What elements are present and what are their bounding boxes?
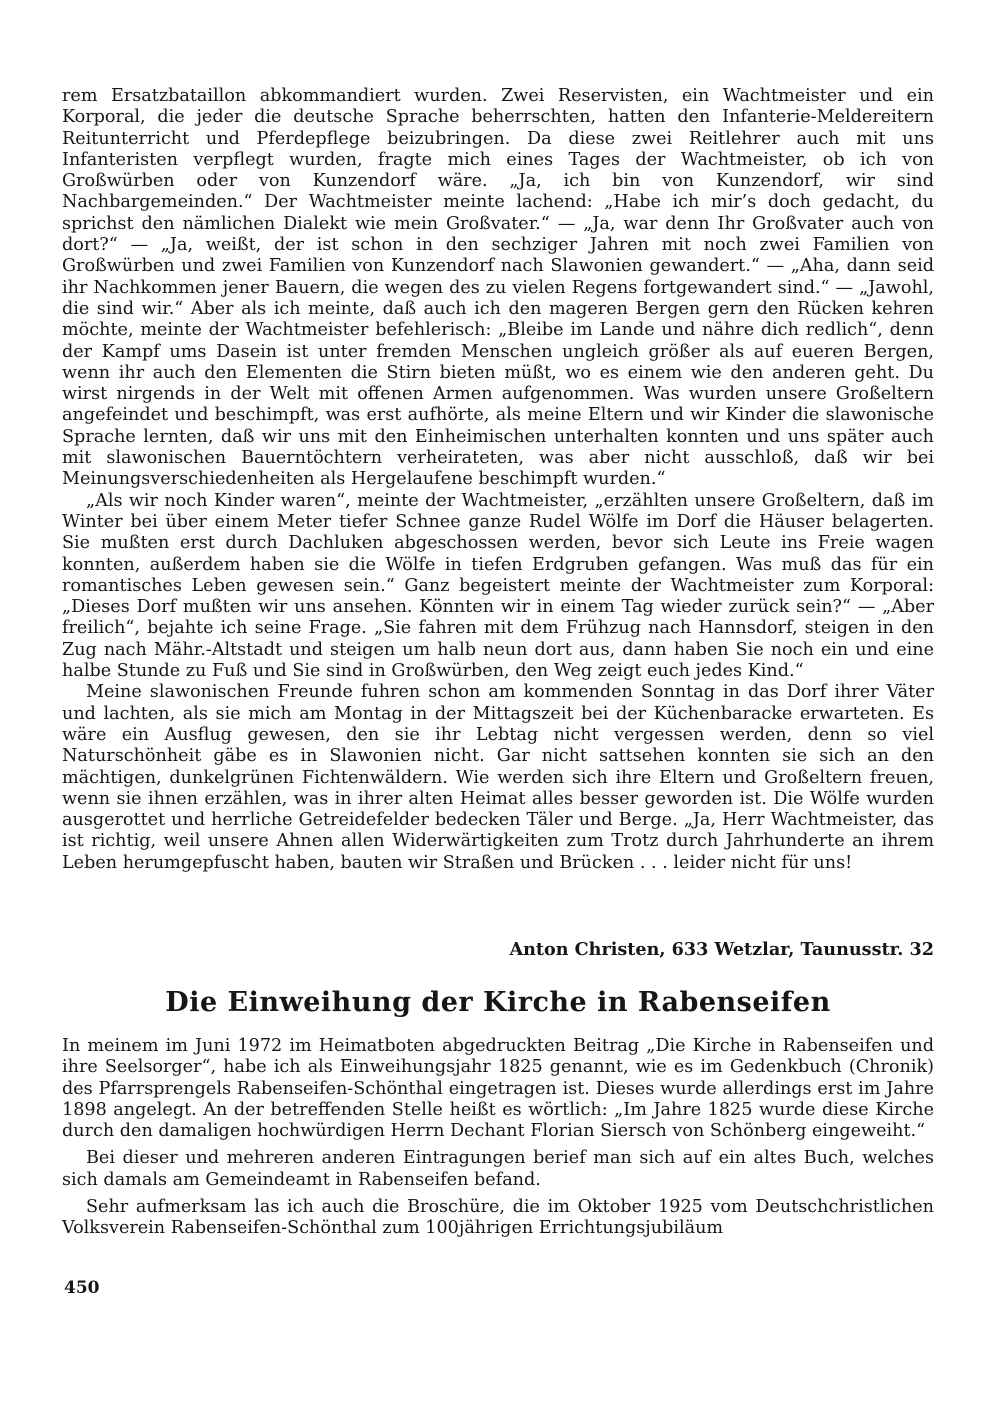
story-paragraph: „Als wir noch Kinder waren“, meinte der Wachtmeister, „erzählten unsere Großeltern, daß im Winter bei über einem Meter tiefer Schnee ganze Rudel Wölfe im Dorf die Häuser belagerten. Sie mußten erst durch Dachluken abgeschossen werden, bevor sich Leute ins Freie wagen konnten, außerdem haben sie die Wölfe in tiefen Erdgruben gefangen. Was muß das für ein romantisches Leben gewesen sein.“ Ganz begeistert meinte der Wachtmeister zum Korporal: „Dieses Dorf mußten wir uns ansehen. Könnten wir in einem Tag wieder zurück sein?“ — „Aber freilich“, bejahte ich seine Frage. „Sie fahren mit dem Frühzug nach Hannsdorf, steigen in den Zug nach Mähr.-Altstadt und steigen um halb neun dort aus, dann haben Sie noch ein und eine halbe Stunde zu Fuß und Sie sind in Großwürben, den Weg zeigt euch jedes Kind.“: [62, 490, 934, 682]
story-text: [62, 86, 934, 874]
author-signature: Anton Christen, 633 Wetzlar, Taunusstr. 32: [509, 939, 934, 960]
article-paragraph: Sehr aufmerksam las ich auch die Broschüre, die im Oktober 1925 vom Deutschchristlichen Volksverein Rabenseifen-Schönthal zum 100jährigen Errichtungsjubiläum: [62, 1197, 934, 1239]
story-paragraph: rem Ersatzbataillon abkommandiert wurden. Zwei Reservisten, ein Wachtmeister und ein Korporal, die jeder die deutsche Sprache beherrschten, hatten den Infanterie-Meldereitern Reitunterricht und Pferdepflege beizubringen. Da diese zwei Reitlehrer auch mit uns Infanteristen verpflegt wurden, fragte mich eines Tages der Wachtmeister, ob ich von Großwürben oder von Kunzendorf wäre. „Ja, ich bin von Kunzendorf, wir sind Nachbargemeinden.“ Der Wachtmeister meinte lachend: „Habe ich mir’s doch gedacht, du sprichst den nämlichen Dialekt wie mein Großvater.“ — „Ja, war denn Ihr Großvater auch von dort?“ — „Ja, weißt, der ist schon in den sechziger Jahren mit noch zwei Familien von Großwürben und zwei Familien von Kunzendorf nach Slawonien gewandert.“ — „Aha, dann seid ihr Nachkommen jener Bauern, die wegen des zu vielen Regens fortgewandert sind.“ — „Jawohl, die sind wir.“ Aber als ich meinte, daß auch ich den mageren Bergen gern den Rücken kehren möchte, meinte der Wachtmeister befehlerisch: „Bleibe im Lande und nähre dich redlich“, denn der Kampf ums Dasein ist unter fremden Menschen ungleich größer als auf eueren Bergen, wenn ihr auch den Elementen die Stirn bieten müßt, wo es einem wie den anderen geht. Du wirst nirgends in der Welt mit offenen Armen aufgenommen. Was wurden unsere Großeltern angefeindet und beschimpft, was erst aufhörte, als meine Eltern und wir Kinder die slawonische Sprache lernten, daß wir uns mit den Einheimischen unterhalten konnten und uns später auch mit slawonischen Bauerntöchtern verheirateten, was aber nicht ausschloß, daß wir bei Meinungsverschiedenheiten als Hergelaufene beschimpft wurden.“: [62, 86, 934, 490]
article-paragraph: Bei dieser und mehreren anderen Eintragungen berief man sich auf ein altes Buch, welches sich damals am Gemeindeamt in Rabenseifen befand.: [62, 1148, 934, 1190]
article-paragraph: In meinem im Juni 1972 im Heimatboten abgedruckten Beitrag „Die Kirche in Rabenseifen und ihre Seelsorger“, habe ich als Einweihungsjahr 1825 genannt, wie es im Gedenkbuch (Chronik) des Pfarrsprengels Rabenseifen-Schönthal eingetragen ist. Dieses wurde allerdings erst im Jahre 1898 angelegt. An der betreffenden Stelle heißt es wörtlich: „Im Jahre 1825 wurde diese Kirche durch den damaligen hochwürdigen Herrn Dechant Florian Siersch von Schönberg eingeweiht.“: [62, 1036, 934, 1142]
story-paragraph: Meine slawonischen Freunde fuhren schon am kommenden Sonntag in das Dorf ihrer Väter und lachten, als sie mich am Montag in der Mittagszeit bei der Küchenbaracke erwarteten. Es wäre ein Ausflug gewesen, den sie ihr Lebtag nicht vergessen werden, denn so viel Naturschönheit gäbe es in Slawonien nicht. Gar nicht sattsehen konnten sie sich an den mächtigen, dunkelgrünen Fichtenwäldern. Wie werden sich ihre Eltern und Großeltern freuen, wenn sie ihnen erzählen, was in ihrer alten Heimat alles besser geworden ist. Die Wölfe wurden ausgerottet und herrliche Getreidefelder bedecken Täler und Berge. „Ja, Herr Wachtmeister, das ist richtig, weil unsere Ahnen allen Widerwärtigkeiten zum Trotz durch Jahrhunderte an ihrem Leben herumgepfuscht haben, bauten wir Straßen und Brücken . . . leider nicht für uns!: [62, 682, 934, 873]
article-heading: Die Einweihung der Kirche in Rabenseifen: [165, 987, 831, 1018]
article-text: [62, 1036, 934, 1240]
page-number: 450: [64, 1278, 100, 1298]
